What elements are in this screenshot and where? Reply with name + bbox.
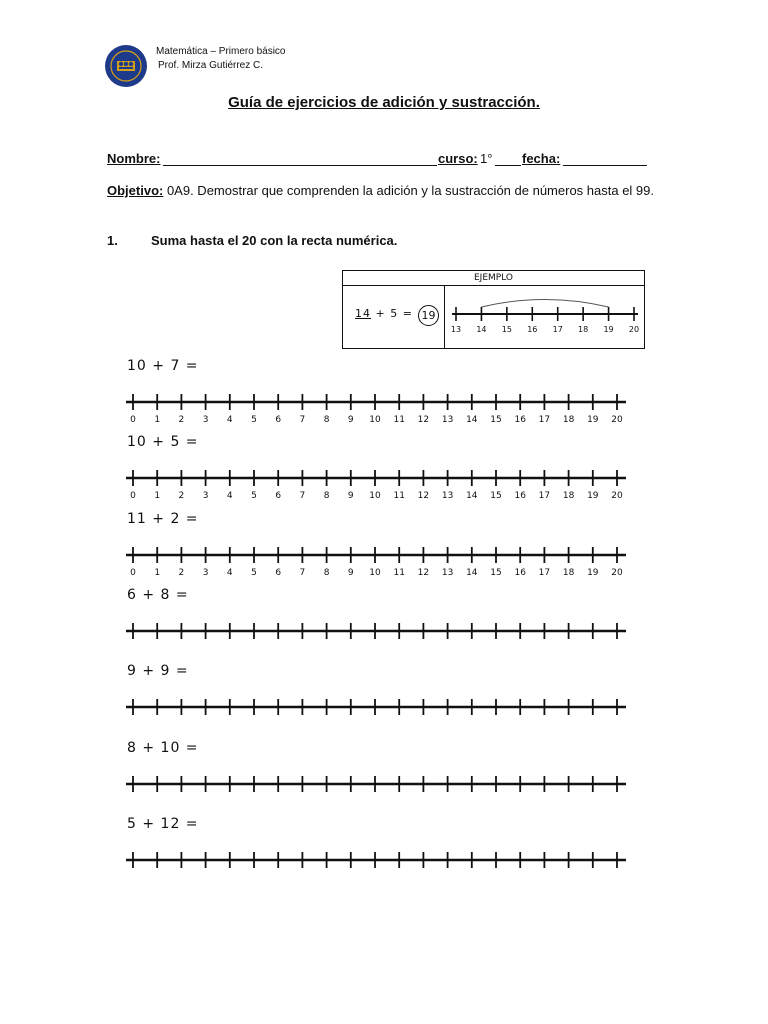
fecha-label: fecha: [522,151,561,166]
number-line-label: 3 [202,568,209,578]
number-line-label: 20 [611,491,623,501]
example-tick-label: 15 [501,325,512,334]
number-line-label: 11 [393,415,405,425]
exercise-number-line [120,770,640,810]
number-line-label: 0 [130,415,136,425]
example-tick-label: 16 [527,325,538,334]
example-number-line [448,285,644,348]
number-line-label: 4 [226,415,233,425]
number-line-label: 7 [299,415,306,425]
number-line-label: 19 [587,568,599,578]
number-line-label: 6 [275,568,282,578]
header-teacher: Prof. Mirza Gutiérrez C. [158,60,264,71]
example-tick-label: 13 [450,325,462,334]
number-line-label: 2 [178,491,185,501]
number-line-label: 10 [369,491,381,501]
number-line-label: 5 [251,491,257,501]
fecha-blank[interactable] [563,165,647,166]
number-line-label: 4 [226,568,233,578]
exercise-number-line [120,464,640,504]
number-line-label: 12 [417,491,430,501]
number-line-label: 13 [441,415,454,425]
number-line-label: 20 [611,568,623,578]
number-line-label: 15 [490,415,502,425]
number-line-label: 8 [323,491,330,501]
nombre-blank[interactable] [163,165,437,166]
number-line-label: 2 [178,568,185,578]
header-subject: Matemática – Primero básico [156,46,286,57]
number-line-label: 16 [514,568,526,578]
number-line-label: 5 [251,568,257,578]
exercise-expression: 9 + 9 = [127,663,189,679]
number-line-label: 11 [393,491,405,501]
example-tick-label: 20 [628,325,640,334]
number-line-label: 12 [417,568,430,578]
number-line-label: 14 [466,568,478,578]
number-line-label: 1 [154,568,161,578]
number-line-label: 8 [323,415,330,425]
number-line-label: 9 [347,491,354,501]
exercise-expression: 10 + 5 = [127,434,199,450]
curso-label: curso: [438,151,478,166]
exercise-expression: 6 + 8 = [127,587,189,603]
example-tick-label: 18 [578,325,589,334]
number-line-label: 3 [202,415,209,425]
example-answer: 19 [421,309,436,322]
number-line-label: 18 [562,568,575,578]
objetivo-paragraph [107,181,667,201]
number-line-label: 20 [611,415,623,425]
number-line-label: 6 [275,491,282,501]
curso-value: 1° [480,151,493,166]
number-line-label: 7 [299,568,306,578]
number-line-label: 12 [417,415,430,425]
exercise-number-line [120,388,640,428]
number-line-label: 14 [466,415,478,425]
page-title: Guía de ejercicios de adición y sustracción. [228,94,540,111]
example-header: EJEMPLO [343,271,644,286]
example-expression [355,307,413,320]
number-line-label: 18 [562,491,575,501]
number-line-label: 17 [538,415,551,425]
number-line-label: 16 [514,491,526,501]
number-line-label: 1 [154,415,161,425]
number-line-label: 3 [202,491,209,501]
example-answer-circle [418,305,439,326]
exercise-number-line [120,846,640,886]
number-line-label: 16 [514,415,526,425]
number-line-label: 7 [299,491,306,501]
exercise-number-line [120,541,640,581]
number-line-label: 2 [178,415,185,425]
number-line-label: 15 [490,568,502,578]
number-line-label: 14 [466,491,478,501]
objetivo-text: 0A9. Demostrar que comprenden la adición y la sustracción de números hasta el 99. [163,183,654,198]
student-fields [107,151,667,169]
number-line-label: 9 [347,415,354,425]
example-tick-label: 17 [552,325,563,334]
number-line-label: 19 [587,491,599,501]
number-line-label: 11 [393,568,405,578]
number-line-label: 18 [562,415,575,425]
number-line-label: 13 [441,491,454,501]
exercise-expression: 11 + 2 = [127,511,199,527]
number-line-label: 9 [347,568,354,578]
number-line-label: 0 [130,568,136,578]
curso-blank[interactable] [495,165,521,166]
example-jump-arc [481,300,608,308]
number-line-label: 17 [538,568,551,578]
exercise-number-line [120,617,640,657]
number-line-label: 15 [490,491,502,501]
example-box [342,270,645,349]
exercise-number-line [120,693,640,733]
school-logo [104,44,148,88]
number-line-label: 5 [251,415,257,425]
objetivo-label: Objetivo: [107,183,164,198]
question-number: 1. [107,233,118,248]
number-line-label: 10 [369,415,381,425]
nombre-label: Nombre: [107,151,161,166]
example-operator: + 5 = [375,307,413,320]
number-line-label: 1 [154,491,161,501]
example-addend1: 14 [355,307,371,320]
number-line-label: 4 [226,491,233,501]
exercise-expression: 10 + 7 = [127,358,199,374]
example-divider [444,285,445,348]
number-line-label: 8 [323,568,330,578]
example-tick-label: 14 [476,325,487,334]
number-line-label: 19 [587,415,599,425]
number-line-label: 10 [369,568,381,578]
example-tick-label: 19 [603,325,614,334]
question-text: Suma hasta el 20 con la recta numérica. [151,233,398,248]
exercise-expression: 5 + 12 = [127,816,199,832]
number-line-label: 17 [538,491,551,501]
number-line-label: 0 [130,491,136,501]
number-line-label: 13 [441,568,454,578]
exercise-expression: 8 + 10 = [127,740,199,756]
number-line-label: 6 [275,415,282,425]
